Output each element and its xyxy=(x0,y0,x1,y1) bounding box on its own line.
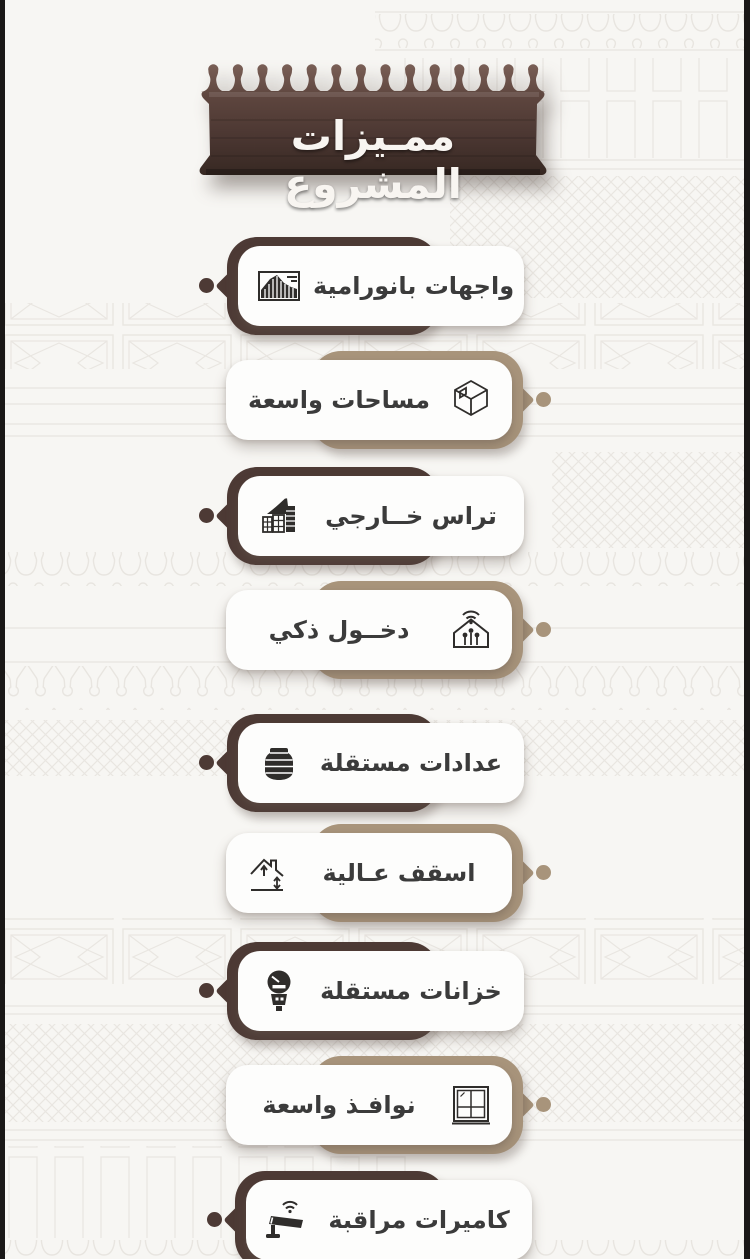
feature-card xyxy=(246,1180,532,1259)
connector-dot xyxy=(536,392,551,407)
feature-card xyxy=(238,723,524,803)
feature-label: تراس خــارجي xyxy=(325,502,497,530)
feature-card xyxy=(226,1065,512,1145)
feature-card xyxy=(238,951,524,1031)
card-face xyxy=(226,590,512,670)
feature-label: دخــول ذكي xyxy=(268,616,410,644)
feature-label: اسقف عـالية xyxy=(322,859,476,887)
connector-dot xyxy=(199,983,214,998)
card-face xyxy=(226,360,512,440)
feature-label: واجهات بانورامية xyxy=(313,272,515,300)
connector-dot xyxy=(199,755,214,770)
card-face xyxy=(226,1065,512,1145)
screen-edge-left xyxy=(0,0,5,1259)
feature-card xyxy=(238,246,524,326)
card-face xyxy=(238,476,524,556)
page-title: ممـيزات المشروع xyxy=(284,112,462,208)
screen-edge-right xyxy=(744,0,750,1259)
card-face xyxy=(246,1180,532,1259)
card-face xyxy=(238,723,524,803)
card-face xyxy=(238,951,524,1031)
connector-dot xyxy=(199,508,214,523)
smart-entry-icon xyxy=(445,604,497,656)
feature-label: نوافـذ واسعة xyxy=(262,1091,416,1119)
feature-label: عدادات مستقلة xyxy=(319,749,503,777)
connector-dot xyxy=(207,1212,222,1227)
connector-dot xyxy=(199,278,214,293)
title-banner xyxy=(197,58,549,208)
wide-windows-icon xyxy=(445,1079,497,1131)
panoramic-facade-icon xyxy=(253,260,305,312)
feature-label: مساحات واسعة xyxy=(248,386,430,414)
connector-dot xyxy=(536,622,551,637)
feature-card xyxy=(226,833,512,913)
feature-label: خزانات مستقلة xyxy=(320,977,502,1005)
high-ceilings-icon xyxy=(241,847,293,899)
crenellation xyxy=(201,64,545,92)
feature-label: كاميرات مراقبة xyxy=(328,1206,510,1234)
feature-card xyxy=(226,360,512,440)
water-tank-meter-icon xyxy=(253,965,305,1017)
exterior-terrace-icon xyxy=(253,490,305,542)
connector-dot xyxy=(536,1097,551,1112)
utility-meters-icon xyxy=(253,737,305,789)
connector-dot xyxy=(536,865,551,880)
spacious-areas-icon xyxy=(445,374,497,426)
feature-card xyxy=(226,590,512,670)
card-face xyxy=(238,246,524,326)
feature-card xyxy=(238,476,524,556)
card-face xyxy=(226,833,512,913)
cctv-camera-icon xyxy=(261,1194,313,1246)
